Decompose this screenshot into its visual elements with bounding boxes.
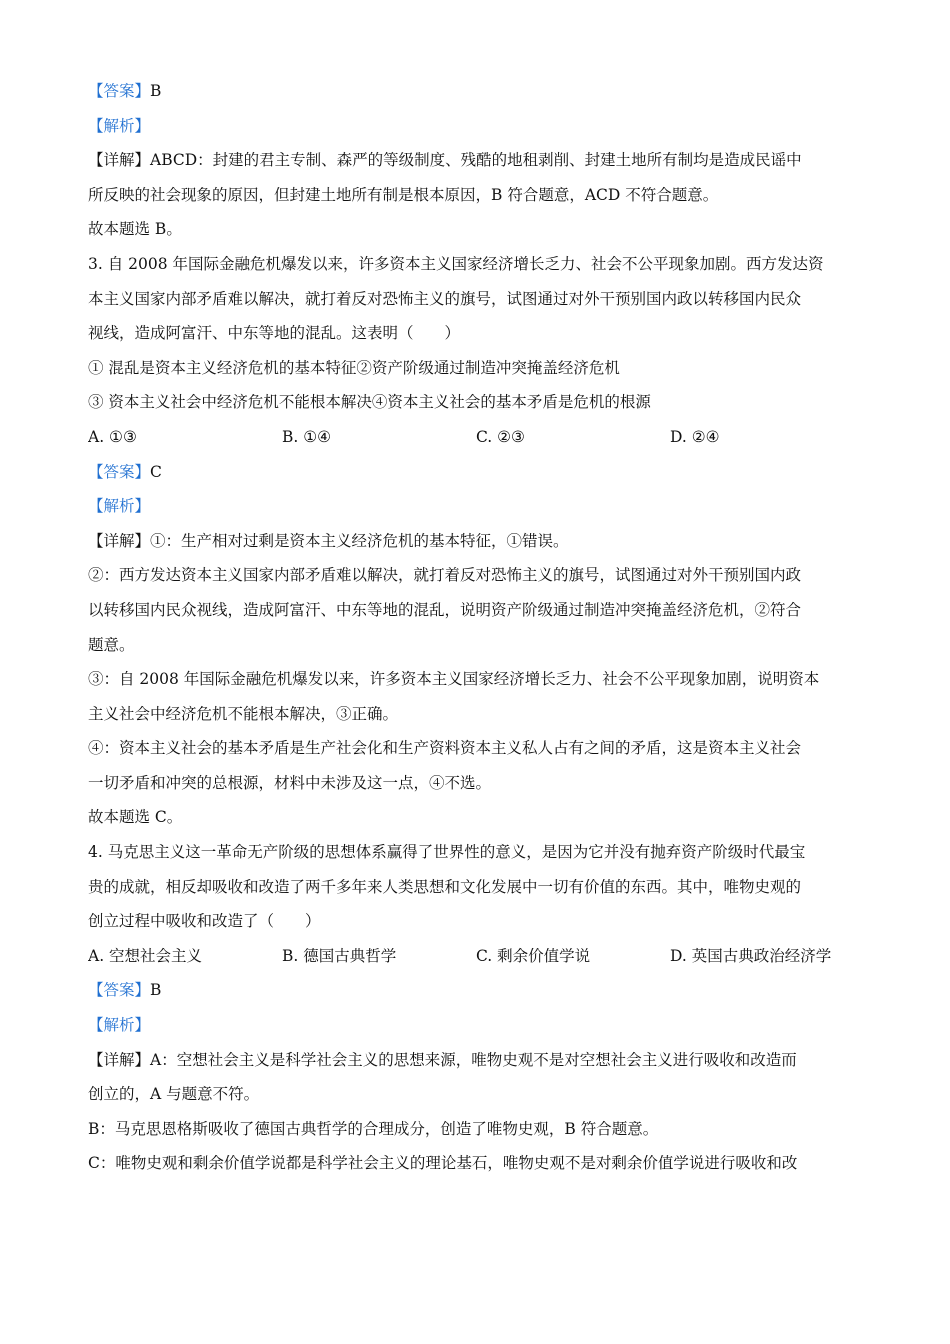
detail-text: A：空想社会主义是科学社会主义的思想来源，唯物史观不是对空想社会主义进行吸收和改造而	[150, 1050, 797, 1069]
q3-detail-line	[88, 524, 868, 559]
q4-stem-line: 4. 马克思主义这一革命无产阶级的思想体系赢得了世界性的意义，是因为它并没有抛弃资产阶级时代最宝	[88, 843, 806, 862]
q4-analysis-line	[88, 1008, 868, 1043]
q3-stem-line: 视线，造成阿富汗、中东等地的混乱。这表明（ ）	[88, 324, 461, 343]
analysis-tag: 【解析】	[88, 1016, 151, 1035]
detail-text: ABCD：封建的君主专制、森严的等级制度、残酷的地租剥削、封建土地所有制均是造成民谣中	[150, 151, 802, 170]
q3-answer-line	[88, 455, 868, 490]
analysis-tag: 【解析】	[88, 497, 151, 516]
q3-detail-line: 以转移国内民众视线，造成阿富汗、中东等地的混乱，说明资产阶级通过制造冲突掩盖经济危机，②符合	[88, 600, 802, 619]
detail-tag: 【详解】	[88, 1050, 151, 1069]
answer-tag: 【答案】	[88, 981, 151, 1000]
q4-detail-line	[88, 1043, 868, 1078]
option-c: C. ②③	[476, 427, 525, 446]
q3-detail-line: 主义社会中经济危机不能根本解决，③正确。	[88, 704, 399, 723]
q3-options	[88, 420, 868, 455]
option-b: B. 德国古典哲学	[282, 946, 397, 965]
q2-detail-line	[88, 143, 868, 178]
answer-value: B	[150, 981, 162, 1000]
q2-conclusion: 故本题选 B。	[88, 220, 182, 239]
answer-value: B	[150, 82, 162, 100]
q4-detail-line: C：唯物史观和剩余价值学说都是科学社会主义的理论基石，唯物史观不是对剩余价值学说进行吸收和改	[88, 1154, 798, 1173]
q3-stem-line: 本主义国家内部矛盾难以解决，就打着反对恐怖主义的旗号，试图通过对外干预别国内政以转移国内民众	[88, 289, 802, 308]
option-a: A. 空想社会主义	[88, 946, 203, 965]
q4-options	[88, 939, 868, 974]
q3-detail-line: 题意。	[88, 635, 135, 654]
q3-conclusion: 故本题选 C。	[88, 808, 183, 827]
q2-analysis-line	[88, 109, 868, 144]
answer-tag: 【答案】	[88, 82, 151, 100]
q4-stem-line: 创立过程中吸收和改造了（ ）	[88, 912, 321, 931]
page-content	[88, 74, 868, 1181]
detail-tag: 【详解】	[88, 151, 151, 170]
analysis-tag: 【解析】	[88, 116, 151, 135]
answer-tag: 【答案】	[88, 462, 151, 481]
q3-detail-line: ④：资本主义社会的基本矛盾是生产社会化和生产资料资本主义私人占有之间的矛盾，这是资本主义社会	[88, 739, 802, 758]
q3-statement: ① 混乱是资本主义经济危机的基本特征②资产阶级通过制造冲突掩盖经济危机	[88, 358, 620, 377]
q2-answer-line	[88, 74, 868, 109]
q2-detail-line: 所反映的社会现象的原因，但封建土地所有制是根本原因，B 符合题意，ACD 不符合题意。	[88, 185, 719, 204]
q4-detail-line: B：马克思恩格斯吸收了德国古典哲学的合理成分，创造了唯物史观，B 符合题意。	[88, 1119, 659, 1138]
detail-tag: 【详解】	[88, 531, 151, 550]
q3-analysis-line	[88, 489, 868, 524]
q3-statement: ③ 资本主义社会中经济危机不能根本解决④资本主义社会的基本矛盾是危机的根源	[88, 393, 651, 412]
q4-answer-line	[88, 973, 868, 1008]
q4-detail-line: 创立的，A 与题意不符。	[88, 1085, 260, 1104]
option-d: D. 英国古典政治经济学	[670, 946, 832, 965]
option-b: B. ①④	[282, 427, 332, 446]
answer-value: C	[150, 462, 162, 481]
q3-detail-line: ③：自 2008 年国际金融危机爆发以来，许多资本主义国家经济增长乏力、社会不公平现象加剧，说明资本	[88, 670, 820, 689]
option-a: A. ①③	[88, 427, 137, 446]
q3-stem-line: 3. 自 2008 年国际金融危机爆发以来，许多资本主义国家经济增长乏力、社会不公平现象加剧。西方发达资	[88, 254, 824, 273]
q3-detail-line: 一切矛盾和冲突的总根源，材料中未涉及这一点，④不选。	[88, 773, 492, 792]
detail-text: ①：生产相对过剩是资本主义经济危机的基本特征，①错误。	[150, 531, 569, 550]
option-d: D. ②④	[670, 427, 720, 446]
q4-stem-line: 贵的成就，相反却吸收和改造了两千多年来人类思想和文化发展中一切有价值的东西。其中，唯物史观的	[88, 877, 802, 896]
option-c: C. 剩余价值学说	[476, 946, 591, 965]
q3-detail-line: ②：西方发达资本主义国家内部矛盾难以解决，就打着反对恐怖主义的旗号，试图通过对外干预别国内政	[88, 566, 802, 585]
